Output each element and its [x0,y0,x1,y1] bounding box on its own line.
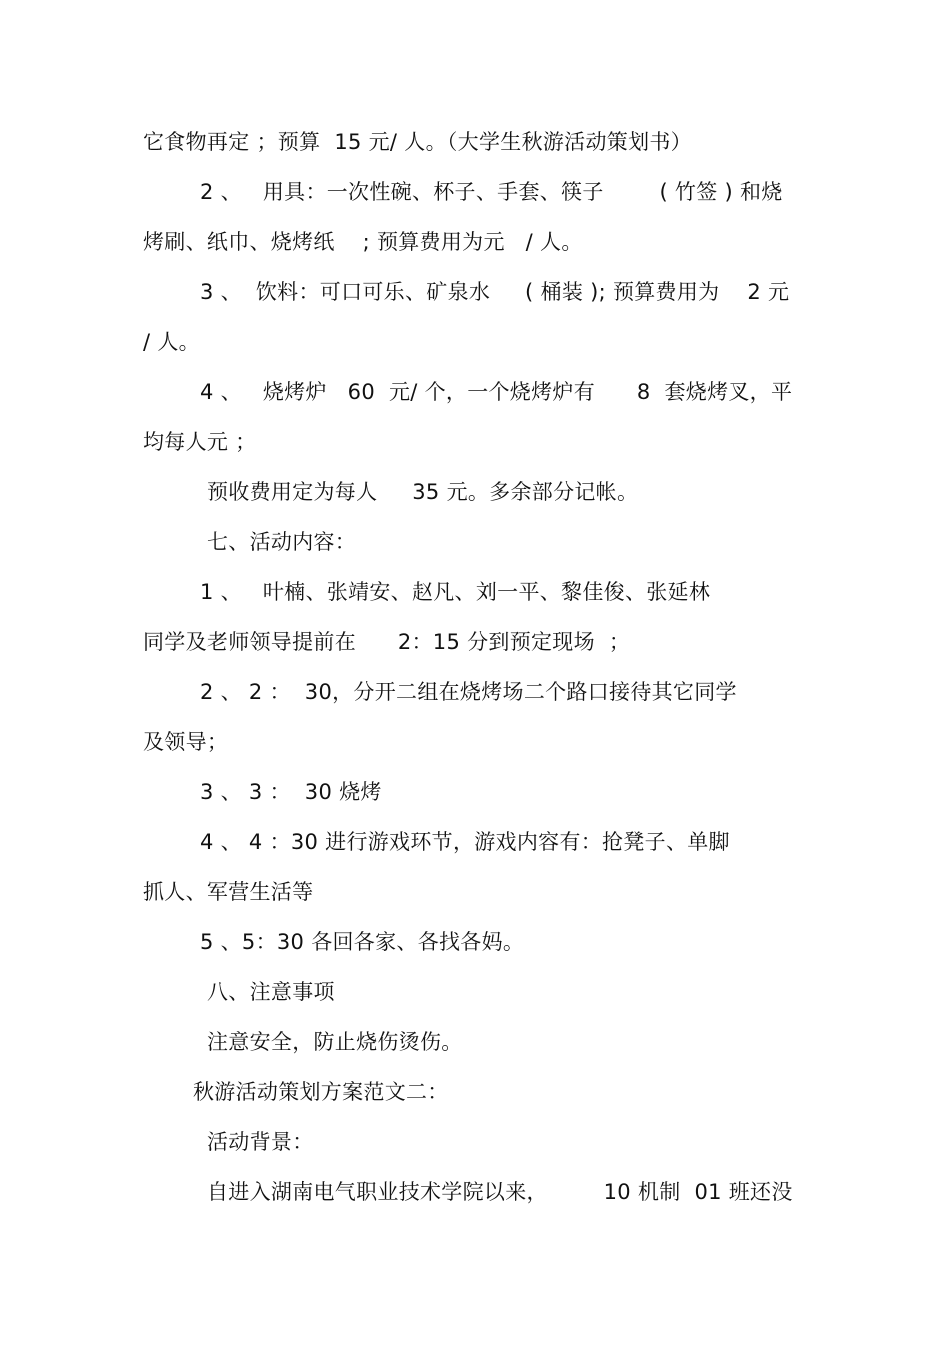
text-line: 1 、 叶楠、张靖安、赵凡、刘一平、黎佳俊、张延林 [200,580,711,604]
text-line: 3 、 饮料：可口可乐、矿泉水 ( 桶装 ); 预算费用为 2 元 [200,280,790,304]
text-line: 抓人、军营生活等 [143,880,314,904]
text-line: 均每人元 ； [143,430,257,454]
text-line: 4 、 4 ：30 进行游戏环节，游戏内容有：抢凳子、单脚 [200,830,730,854]
text-line: 它食物再定 ；预算 15 元/ 人。（大学生秋游活动策划书） [143,130,692,154]
section-heading: 八、注意事项 [207,980,335,1004]
text-line: / 人。 [143,330,200,354]
section-heading: 七、活动内容： [207,530,357,554]
text-line: 烤刷、纸巾、烧烤纸 ; 预算费用为元 / 人。 [143,230,583,254]
text-line: 3 、 3 ： 30 烧烤 [200,780,382,804]
text-line: 同学及老师领导提前在 2：15 分到预定现场 ； [143,630,631,654]
text-line: 4 、 烧烤炉 60 元/ 个，一个烧烤炉有 8 套烧烤叉，平 [200,380,793,404]
text-line: 5 、5：30 各回各家、各找各妈。 [200,930,525,954]
text-line: 自进入湖南电气职业技术学院以来， 10 机制 01 班还没 [207,1180,793,1204]
text-line: 2 、 用具：一次性碗、杯子、手套、筷子 ( 竹签 ) 和烧 [200,180,783,204]
text-line: 预收费用定为每人 35 元。多余部分记帐。 [207,480,639,504]
text-line: 2 、 2 ： 30，分开二组在烧烤场二个路口接待其它同学 [200,680,737,704]
section-heading: 活动背景： [207,1130,314,1154]
text-line: 及领导； [143,730,229,754]
text-line: 注意安全，防止烧伤烫伤。 [207,1030,463,1054]
section-heading: 秋游活动策划方案范文二： [193,1080,449,1104]
